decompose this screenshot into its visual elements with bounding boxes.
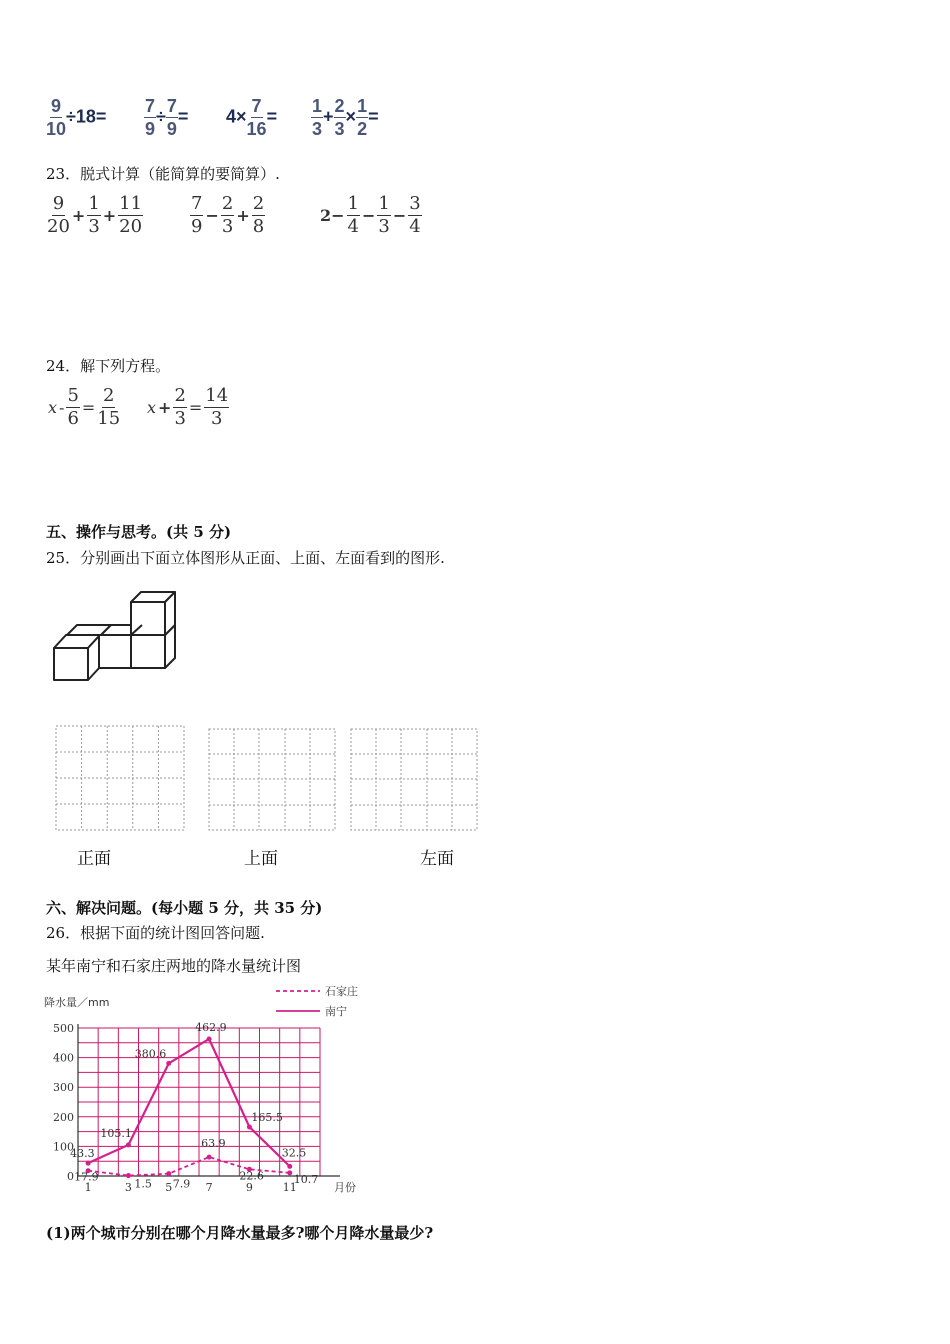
y-tick-label: 0 xyxy=(67,1170,74,1183)
denominator: 9 xyxy=(166,119,177,139)
data-label: 165.5 xyxy=(251,1111,283,1125)
numerator: 2 xyxy=(174,385,186,406)
q24-equation-1 xyxy=(48,387,120,428)
operator: ÷ xyxy=(156,106,166,127)
prefix: 2− xyxy=(320,206,345,225)
data-label: 63.9 xyxy=(201,1137,226,1151)
front-view-grid[interactable] xyxy=(55,725,185,831)
equals: = xyxy=(368,106,379,127)
cube-front-face xyxy=(131,635,165,668)
top-view-grid[interactable] xyxy=(208,728,336,831)
data-label: 462.9 xyxy=(195,1020,227,1034)
denominator: 3 xyxy=(334,119,345,139)
equals: = xyxy=(81,398,96,417)
denominator: 16 xyxy=(246,119,267,139)
x-tick-label: 11 xyxy=(282,1181,297,1194)
data-label: 17.9 xyxy=(74,1170,99,1184)
section-6-title: 六、解决问题。(每小题 5 分，共 35 分) xyxy=(46,899,323,917)
y-tick-label: 500 xyxy=(53,1022,74,1035)
y-tick-label: 100 xyxy=(53,1140,74,1154)
data-label: 22.6 xyxy=(239,1169,264,1183)
denominator: 9 xyxy=(145,119,156,139)
q23-expression-1 xyxy=(47,195,143,236)
section-5-title: 五、操作与思考。(共 5 分) xyxy=(46,523,232,541)
data-point xyxy=(126,1142,131,1147)
variable-x: x xyxy=(48,398,58,417)
denominator: 3 xyxy=(174,408,186,429)
numerator: 5 xyxy=(67,385,79,406)
operator: + xyxy=(236,206,250,225)
denominator: 3 xyxy=(378,216,390,237)
y-tick-label: 400 xyxy=(53,1051,74,1065)
data-label: 32.5 xyxy=(281,1146,307,1160)
expression-3 xyxy=(226,97,277,138)
numerator: 9 xyxy=(51,96,62,116)
data-point xyxy=(86,1161,91,1166)
question-26-sub-1: (1)两个城市分别在哪个月降水量最多?哪个月降水量最少? xyxy=(46,1224,434,1242)
data-label: 105.1 xyxy=(100,1126,132,1140)
numerator: 3 xyxy=(409,193,421,214)
expression-1 xyxy=(46,97,106,138)
operator: + xyxy=(71,206,86,225)
data-point xyxy=(166,1061,171,1066)
numerator: 1 xyxy=(347,193,359,214)
left-view-label: 左面 xyxy=(420,849,454,869)
denominator: 3 xyxy=(211,408,223,429)
x-tick-label: 1 xyxy=(84,1181,92,1194)
data-point xyxy=(287,1164,292,1169)
denominator: 8 xyxy=(252,216,265,237)
numerator: 1 xyxy=(357,96,368,116)
operator: − xyxy=(362,206,376,225)
cube-front-face xyxy=(54,648,88,680)
equals: = xyxy=(266,106,278,127)
data-point xyxy=(207,1155,212,1160)
y-tick-label: 200 xyxy=(53,1110,74,1124)
numerator: 7 xyxy=(251,96,262,116)
denominator: 4 xyxy=(347,216,359,237)
x-tick-label: 9 xyxy=(245,1181,253,1194)
x-tick-label: 5 xyxy=(165,1181,173,1194)
data-label: 43.3 xyxy=(70,1147,95,1161)
expression-rest: ÷18= xyxy=(66,106,107,127)
question-25-title: 25．分别画出下面立体图形从正面、上面、左面看到的图形. xyxy=(46,549,445,567)
x-tick-label: 3 xyxy=(124,1181,132,1194)
denominator: 3 xyxy=(312,119,323,139)
denominator: 20 xyxy=(47,216,70,237)
q24-equation-2 xyxy=(147,387,229,428)
operator: + xyxy=(158,398,172,417)
numerator: 14 xyxy=(205,385,229,406)
data-label: 10.7 xyxy=(293,1172,319,1186)
denominator: 3 xyxy=(88,216,100,237)
operator: × xyxy=(345,106,357,127)
data-point xyxy=(287,1170,292,1175)
numerator: 2 xyxy=(103,385,115,406)
expression-2 xyxy=(144,97,188,138)
numerator: 9 xyxy=(52,193,65,214)
operator: + xyxy=(323,106,334,127)
front-view-label: 正面 xyxy=(77,849,111,869)
y-axis-label: 降水量／mm xyxy=(44,996,110,1009)
expression-4 xyxy=(311,97,379,138)
numerator: 2 xyxy=(221,193,234,214)
top-view-label: 上面 xyxy=(244,849,278,869)
denominator: 4 xyxy=(409,216,421,237)
numerator: 11 xyxy=(119,193,143,214)
question-24-title: 24．解下列方程。 xyxy=(46,357,171,375)
denominator: 20 xyxy=(119,216,143,237)
numerator: 1 xyxy=(312,96,323,116)
legend-label: 石家庄 xyxy=(325,985,358,998)
data-label: 7.9 xyxy=(172,1177,191,1191)
numerator: 7 xyxy=(145,96,156,116)
denominator: 9 xyxy=(191,216,203,237)
left-view-grid[interactable] xyxy=(350,728,478,831)
data-label: 380.6 xyxy=(134,1047,167,1061)
numerator: 1 xyxy=(378,193,390,214)
data-point xyxy=(166,1171,171,1176)
denominator: 3 xyxy=(221,216,234,237)
prefix: 4× xyxy=(226,106,247,127)
question-26-title: 26．根据下面的统计图回答问题. xyxy=(46,924,265,942)
q23-expression-2 xyxy=(190,195,265,236)
question-23-title: 23．脱式计算（能简算的要简算）. xyxy=(46,165,280,183)
numerator: 2 xyxy=(334,96,345,116)
data-point xyxy=(247,1125,252,1130)
numerator: 1 xyxy=(88,193,100,214)
q23-expression-3 xyxy=(318,195,422,236)
cube-figure xyxy=(50,588,180,683)
cube-front-face xyxy=(99,635,131,668)
chart-title: 某年南宁和石家庄两地的降水量统计图 xyxy=(46,957,302,975)
y-tick-label: 300 xyxy=(53,1081,74,1095)
legend-label: 南宁 xyxy=(325,1005,347,1018)
data-point xyxy=(207,1036,212,1041)
denominator: 15 xyxy=(97,408,121,429)
operator: + xyxy=(102,206,117,225)
denominator: 6 xyxy=(67,408,79,429)
data-label: 1.5 xyxy=(134,1177,152,1191)
numerator: 7 xyxy=(166,96,177,116)
data-point xyxy=(126,1173,131,1178)
operator: − xyxy=(205,206,219,225)
equals: = xyxy=(177,106,189,127)
x-tick-label: 7 xyxy=(205,1181,213,1194)
x-axis-label: 月份 xyxy=(334,1181,356,1194)
numerator: 7 xyxy=(191,193,203,214)
denominator: 10 xyxy=(46,119,67,139)
numerator: 2 xyxy=(252,193,265,214)
operator: - xyxy=(59,398,65,417)
equals: = xyxy=(188,398,203,417)
operator: − xyxy=(392,206,407,225)
precipitation-line-chart xyxy=(40,980,380,1202)
variable-x: x xyxy=(147,398,157,417)
denominator: 2 xyxy=(357,119,368,139)
